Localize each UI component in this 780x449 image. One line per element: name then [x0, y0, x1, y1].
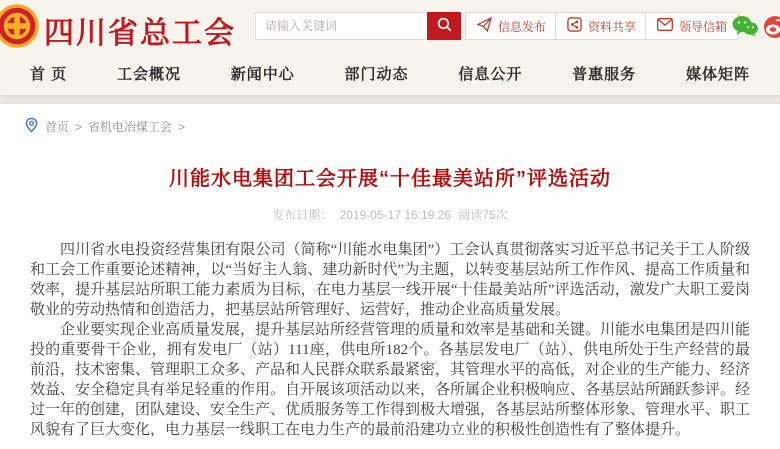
nav-item-disclosure[interactable]: 信息公开: [458, 66, 523, 83]
nav-item-departments[interactable]: 部门动态: [344, 66, 409, 83]
main-nav: [0, 52, 780, 95]
nav-item-services[interactable]: 普惠服务: [572, 66, 637, 83]
view-count: 阅读75次: [458, 208, 508, 222]
info-publish-label: 信息发布: [498, 19, 547, 34]
publish-datetime: 2019-05-17 16:19:26: [339, 208, 452, 222]
info-publish-button[interactable]: [465, 12, 558, 40]
article-paragraph: 四川省水电投资经营集团有限公司（简称“川能水电集团”）工会认真贯彻落实习近平总书记关于工人阶级和工会工作重要论述精神，以“当好主人翁、建功新时代”为主题，以转变基层站所工作作风、提高工作质量和效率，提升基层站所职工能力素质为目标，在电力基层一线开展“十佳最美站所”评选活动，激发广大职工爱岗敬业的劳动热情和创造活力，把基层站所管理好、运营好，推动企业高质量发展。: [30, 242, 750, 318]
search-button[interactable]: [427, 12, 461, 40]
article-title: 川能水电集团工会开展“十佳最美站所”评选活动: [169, 168, 611, 190]
leader-mailbox-button[interactable]: [645, 12, 739, 40]
wechat-icon[interactable]: [732, 15, 759, 42]
weibo-icon[interactable]: [762, 15, 780, 44]
nav-item-overview[interactable]: 工会概况: [116, 66, 181, 83]
site-header: [0, 0, 780, 52]
search-box: [255, 12, 461, 40]
breadcrumb: [0, 104, 780, 142]
nav-item-home[interactable]: 首 页: [30, 66, 68, 83]
article-body: [30, 240, 750, 440]
site-header-block: [0, 0, 780, 95]
site-title: 四川省总工会: [44, 17, 236, 50]
publish-date-label: 发布日期：: [272, 208, 333, 222]
data-share-button[interactable]: [555, 12, 648, 40]
leader-mailbox-label: 领导信箱: [679, 19, 728, 34]
search-input[interactable]: [255, 12, 427, 40]
share-icon: [567, 17, 582, 35]
article-meta: [0, 206, 780, 223]
article-paragraph: 企业要实现企业高质量发展，提升基层站所经营管理的质量和效率是基础和关键。川能水电集团是四川能投的重要骨干企业，拥有发电厂（站）111座，供电所182个。各基层发电厂（站）、供电所处于生产经营的最前沿，技术密集、管理职工众多、产品和人民群众联系最紧密，其管理水平的高低，对企业的生产能力、经济效益、安全稳定具有举足轻重的作用。自开展该项活动以来，各所属企业积极响应、各基层站所踊跃参评。经过一年的创建，团队建设、安全生产、优质服务等工作得到极大增强，各基层站所整体形象、管理水平、职工风貌有了巨大变化，电力基层一线职工在电力生产的最前沿建功立业的积极性创造性有了整体提升。: [30, 322, 751, 438]
union-logo-icon: [0, 3, 40, 52]
breadcrumb-home[interactable]: 首页: [45, 120, 70, 134]
breadcrumb-section[interactable]: 省机电冶煤工会: [88, 120, 173, 134]
paper-plane-icon: [477, 17, 492, 35]
envelope-icon: [657, 18, 673, 34]
search-icon: [436, 16, 453, 36]
location-pin-icon: [24, 117, 39, 136]
content-card: [0, 104, 780, 449]
data-share-label: 资料共享: [588, 19, 637, 34]
breadcrumb-separator: >: [178, 119, 186, 134]
breadcrumb-separator: >: [75, 119, 83, 134]
nav-item-media[interactable]: 媒体矩阵: [685, 66, 750, 83]
nav-item-news[interactable]: 新闻中心: [230, 66, 295, 83]
